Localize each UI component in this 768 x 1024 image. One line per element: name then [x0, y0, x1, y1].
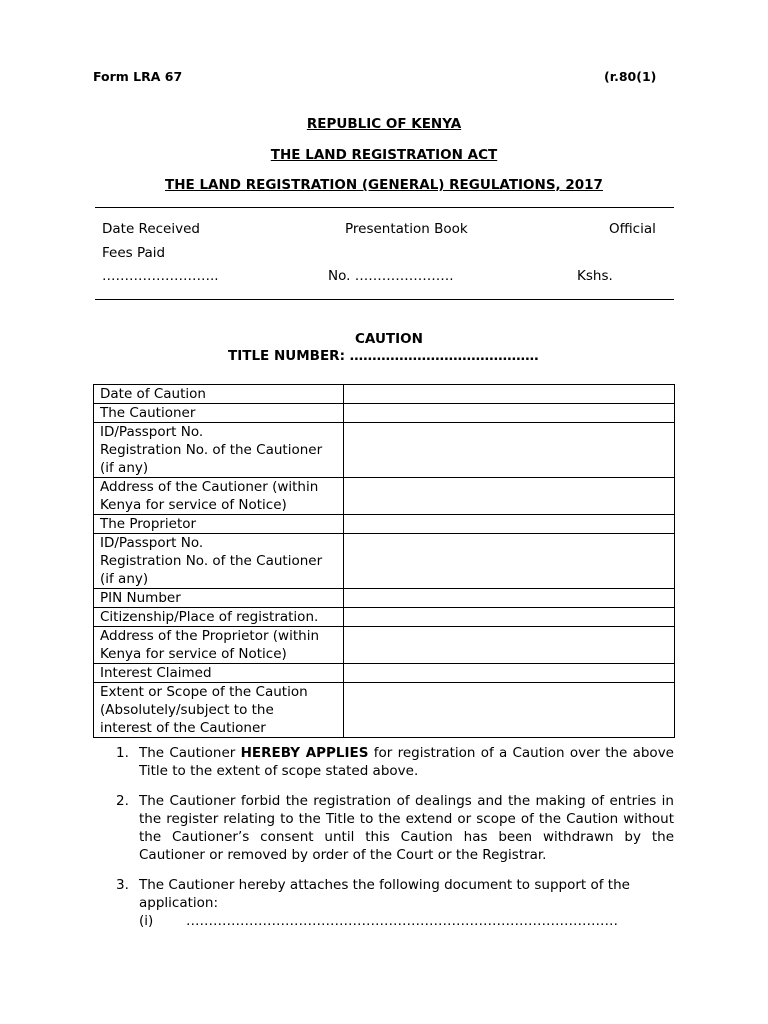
- row-label-line: The Cautioner: [100, 405, 196, 421]
- row-label-line: Kenya for service of Notice): [100, 646, 287, 662]
- heading-regulations: THE LAND REGISTRATION (GENERAL) REGULATIONS, 2017: [165, 177, 603, 193]
- title-number-field[interactable]: TITLE NUMBER: ……………………………………: [228, 348, 539, 364]
- sub-item-numeral: (i): [139, 913, 154, 929]
- row-value-field[interactable]: [344, 589, 675, 608]
- row-label: [94, 534, 344, 589]
- clause-2: [116, 792, 674, 864]
- row-label-line: Address of the Proprietor (within: [100, 628, 320, 644]
- table-row: [94, 404, 675, 423]
- row-value-field[interactable]: [344, 478, 675, 515]
- row-value-field[interactable]: [344, 608, 675, 627]
- clause-number: 2.: [116, 793, 129, 809]
- row-label-line: Interest Claimed: [100, 665, 212, 681]
- row-value-field[interactable]: [344, 404, 675, 423]
- row-label-line: ID/Passport No.: [100, 535, 204, 551]
- supporting-document-item: [139, 912, 674, 930]
- heading-republic: REPUBLIC OF KENYA: [306, 116, 462, 132]
- presentation-number-field[interactable]: No. ………………….: [328, 268, 454, 284]
- table-row: [94, 664, 675, 683]
- clause-text-post: for registration of a Caution over the above Title to the extent of scope stated above.: [139, 745, 674, 779]
- bottom-divider: [95, 299, 674, 300]
- row-label: [94, 627, 344, 664]
- row-label: [94, 478, 344, 515]
- table-row: [94, 423, 675, 478]
- row-label: [94, 664, 344, 683]
- row-label-line: (if any): [100, 460, 149, 476]
- official-label: Official: [609, 221, 656, 237]
- fees-paid-label: Fees Paid: [102, 245, 166, 261]
- row-label-line: The Proprietor: [100, 516, 197, 532]
- row-label-line: Extent or Scope of the Caution: [100, 684, 308, 700]
- row-label-line: (if any): [100, 571, 149, 587]
- clause-3: [116, 876, 674, 930]
- caution-title: CAUTION: [355, 331, 423, 347]
- clause-number: 1.: [116, 745, 129, 761]
- table-row: [94, 627, 675, 664]
- row-label: [94, 608, 344, 627]
- table-row: [94, 478, 675, 515]
- row-label-line: ID/Passport No.: [100, 424, 204, 440]
- table-row: [94, 534, 675, 589]
- clause-text: The Cautioner forbid the registration of dealings and the making of entries in the register relating to the Title to the extend or scope of the Caution without the Cautioner’s consent until this Caution has been withdrawn by the Cautioner or removed by order of the Court or the Registrar.: [139, 793, 674, 863]
- row-label-line: Kenya for service of Notice): [100, 497, 287, 513]
- date-received-label: Date Received: [102, 221, 200, 237]
- clauses-list: [116, 744, 674, 942]
- table-row: [94, 515, 675, 534]
- caution-details-table: [93, 384, 675, 738]
- table-row: [94, 608, 675, 627]
- clause-number: 3.: [116, 877, 129, 893]
- presentation-book-label: Presentation Book: [345, 221, 468, 237]
- clause-1: [116, 744, 674, 780]
- row-value-field[interactable]: [344, 664, 675, 683]
- row-value-field[interactable]: [344, 627, 675, 664]
- row-label: [94, 683, 344, 738]
- row-value-field[interactable]: [344, 423, 675, 478]
- row-label-line: (Absolutely/subject to the: [100, 702, 274, 718]
- row-value-field[interactable]: [344, 534, 675, 589]
- heading-act: THE LAND REGISTRATION ACT: [270, 147, 498, 163]
- row-label-line: interest of the Cautioner: [100, 720, 266, 736]
- row-label-line: Citizenship/Place of registration.: [100, 609, 319, 625]
- row-label-line: Date of Caution: [100, 386, 206, 402]
- supporting-document-field[interactable]: ……………………………………………………………………………………: [186, 913, 618, 929]
- clause-text-pre: The Cautioner: [139, 745, 241, 761]
- form-id: Form LRA 67: [93, 69, 183, 84]
- row-label: [94, 385, 344, 404]
- row-label-line: Registration No. of the Cautioner: [100, 553, 323, 569]
- row-label-line: PIN Number: [100, 590, 181, 606]
- table-row: [94, 385, 675, 404]
- row-label-line: Address of the Cautioner (within: [100, 479, 319, 495]
- row-value-field[interactable]: [344, 385, 675, 404]
- row-label: [94, 404, 344, 423]
- clause-text-bold: HEREBY APPLIES: [240, 745, 369, 761]
- table-row: [94, 589, 675, 608]
- row-value-field[interactable]: [344, 515, 675, 534]
- row-label: [94, 589, 344, 608]
- top-divider: [95, 207, 674, 208]
- table-row: [94, 683, 675, 738]
- row-label: [94, 423, 344, 478]
- row-value-field[interactable]: [344, 683, 675, 738]
- rule-reference: (r.80(1): [604, 69, 657, 84]
- fees-kshs-field[interactable]: Kshs.: [577, 268, 613, 284]
- row-label: [94, 515, 344, 534]
- date-received-field[interactable]: ……………………..: [102, 268, 219, 284]
- row-label-line: Registration No. of the Cautioner: [100, 442, 323, 458]
- clause-text: The Cautioner hereby attaches the following document to support of the application:: [139, 877, 630, 911]
